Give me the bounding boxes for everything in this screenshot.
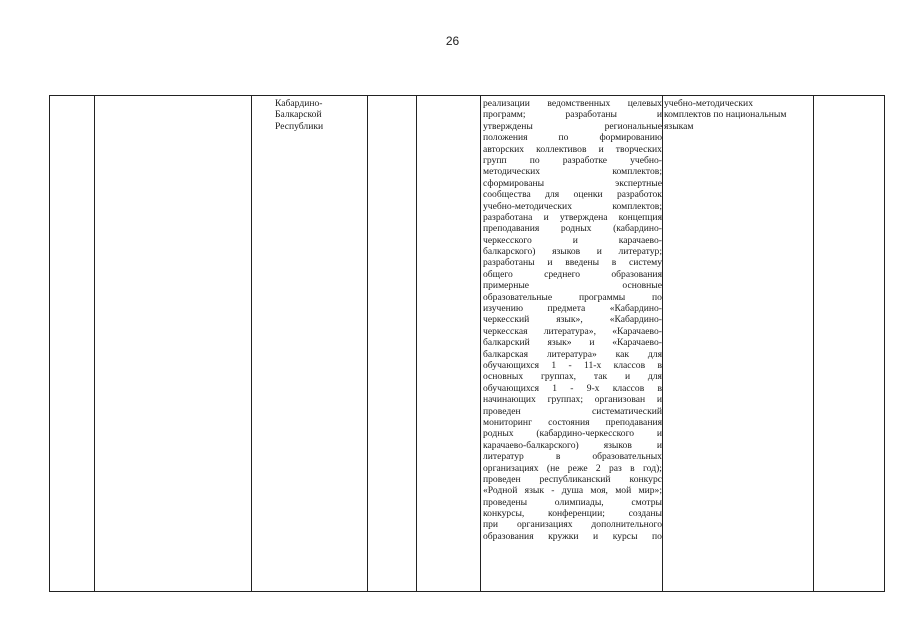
activity-word: разработке	[562, 154, 608, 166]
activity-word: черкесская	[483, 325, 528, 337]
activity-word: по	[652, 291, 662, 303]
activity-word: литература»	[546, 348, 597, 360]
activity-word: 11-х	[584, 359, 602, 371]
document-table	[49, 95, 885, 592]
activity-word: литератур	[483, 451, 524, 463]
activity-word: олимпиады,	[554, 496, 604, 508]
activity-line	[483, 212, 662, 223]
activity-word: образовательные	[483, 291, 553, 303]
activity-word: и	[593, 530, 599, 542]
activity-line	[483, 314, 662, 325]
activity-line	[483, 531, 662, 542]
activity-word: черкесского	[483, 234, 532, 246]
activity-word: концепция	[618, 211, 662, 223]
activity-line	[483, 280, 662, 291]
activity-word: комплектов;	[612, 200, 662, 212]
activity-line	[483, 98, 662, 109]
activity-word: по	[652, 530, 662, 542]
activity-line	[483, 326, 662, 337]
activity-word: состояния	[548, 416, 590, 428]
activity-word: утверждена	[559, 211, 608, 223]
activity-word: для	[545, 189, 560, 201]
activity-word: оценки	[573, 189, 603, 201]
activity-line	[483, 463, 662, 474]
activity-word: 1	[552, 382, 558, 394]
activity-word: разработаны	[483, 257, 535, 269]
activity-word: конкурсы,	[483, 508, 525, 520]
activity-word: по	[529, 154, 540, 166]
activity-word: комплектов;	[612, 166, 662, 178]
activity-word: так	[593, 371, 608, 383]
activity-word: 1	[551, 359, 557, 371]
activity-word: 2	[595, 462, 601, 474]
activity-word: «Кабардино-	[609, 314, 662, 326]
activity-word: в	[657, 382, 662, 394]
activity-word: изучению	[483, 303, 524, 315]
activity-word: группах;	[547, 394, 583, 406]
activity-word: карачаево-балкарского)	[483, 439, 579, 451]
activity-word: мой	[615, 485, 632, 497]
activity-line	[483, 144, 662, 155]
activity-word: примерные	[483, 280, 530, 292]
activity-word: конференции;	[548, 508, 605, 520]
activity-line	[483, 109, 662, 120]
activity-line	[483, 166, 662, 177]
activity-line	[483, 292, 662, 303]
activity-line	[483, 497, 662, 508]
activity-word: методических	[483, 166, 541, 178]
activity-word: языков	[552, 246, 581, 258]
activity-word: начинающих	[483, 394, 536, 406]
activity-word: курсы	[612, 530, 638, 542]
activity-word: -	[551, 485, 555, 497]
activity-word: учебно-методических	[483, 200, 572, 212]
activity-word: учебно-	[630, 154, 662, 166]
activity-word: язык»	[547, 337, 572, 349]
activity-word: организациях	[516, 519, 573, 531]
activity-line	[483, 474, 662, 485]
activity-word: «Карачаево-	[612, 325, 662, 337]
activity-line	[483, 440, 662, 451]
activity-word: программы	[578, 291, 626, 303]
activity-word: разработаны	[565, 109, 617, 121]
activity-word: образования	[611, 268, 662, 280]
activity-word: «Карачаево-	[612, 337, 662, 349]
activity-word: и	[656, 109, 662, 121]
activity-word: классов	[612, 382, 645, 394]
activity-word: литература»,	[543, 325, 596, 337]
result-line: учебно-методических	[664, 98, 753, 109]
activity-word: балкарский	[483, 337, 530, 349]
activity-word: разработок	[616, 189, 662, 201]
activity-line	[483, 485, 662, 496]
activity-word: год);	[642, 462, 662, 474]
activity-line	[483, 406, 662, 417]
activity-word: групп	[483, 154, 507, 166]
activity-word: основных	[483, 371, 524, 383]
activity-word: региональные	[604, 120, 662, 132]
result-line: комплектов по национальным	[664, 109, 787, 121]
activity-word: в	[630, 462, 635, 474]
result-line: языкам	[664, 120, 694, 132]
activity-word: кружки	[548, 530, 579, 542]
column-divider	[480, 95, 481, 592]
activity-word: обучающихся	[483, 382, 540, 394]
activity-word: при	[483, 519, 499, 531]
activity-word: мир»;	[638, 485, 662, 497]
column-divider	[367, 95, 368, 592]
activity-word: ведомственных	[547, 98, 611, 109]
activity-line	[483, 519, 662, 530]
activity-word: предмета	[547, 303, 586, 315]
activity-word: организован	[594, 394, 646, 406]
activity-word: моя,	[590, 485, 608, 497]
activity-line	[483, 155, 662, 166]
activity-word: проведен	[483, 405, 521, 417]
activity-word: -	[570, 382, 574, 394]
region-line: Республики	[275, 120, 324, 132]
activity-word: язык	[524, 485, 544, 497]
activity-word: родных	[560, 223, 592, 235]
activity-word: в	[555, 451, 561, 463]
activity-word: дополнительного	[591, 519, 662, 531]
activity-word: и	[572, 234, 578, 246]
activity-line	[483, 508, 662, 519]
activity-word: и	[624, 371, 631, 383]
activity-line	[483, 337, 662, 348]
activity-word: программ;	[483, 109, 526, 121]
activity-word: раз	[609, 462, 622, 474]
activity-word: языков	[603, 439, 632, 451]
activity-word: проведен	[483, 473, 521, 485]
activity-word: в	[657, 359, 662, 371]
activity-line	[483, 417, 662, 428]
activity-line	[483, 383, 662, 394]
activity-word: основные	[622, 280, 662, 292]
activity-word: балкарского)	[483, 246, 536, 258]
activity-line	[483, 269, 662, 280]
activity-word: обучающихся	[483, 359, 540, 371]
column-divider	[416, 95, 417, 592]
activity-word: (не	[546, 462, 560, 474]
activity-word: классов	[613, 359, 646, 371]
activity-word: общего	[483, 268, 513, 280]
activity-word: и	[656, 428, 662, 440]
activity-word: формированию	[599, 132, 662, 144]
activity-word: утверждены	[483, 120, 533, 132]
activity-word: смотры	[631, 496, 662, 508]
column-divider	[662, 95, 663, 592]
activity-word: систему	[629, 257, 662, 269]
activity-line	[483, 360, 662, 371]
activity-word: экспертные	[615, 177, 662, 189]
activity-line	[483, 132, 662, 143]
activity-word: карачаево-	[618, 234, 662, 246]
activity-line	[483, 246, 662, 257]
activity-word: -	[568, 359, 572, 371]
activity-word: творческих	[615, 143, 662, 155]
activity-word: разработана	[483, 211, 533, 223]
activity-word: организациях	[483, 462, 539, 474]
activity-word: и	[598, 143, 604, 155]
activity-word: (кабардино-черкесского	[536, 428, 635, 440]
activity-word: положения	[483, 132, 528, 144]
activity-word: (кабардино-	[613, 223, 662, 235]
activity-word: в	[611, 257, 617, 269]
activity-line	[483, 189, 662, 200]
activity-word: и	[543, 211, 549, 223]
activity-word: «Кабардино-	[609, 303, 662, 315]
activity-line	[483, 371, 662, 382]
region-line: Кабардино-	[275, 98, 323, 109]
activity-word: созданы	[628, 508, 662, 520]
activity-line	[483, 303, 662, 314]
column-divider	[251, 95, 252, 592]
activity-word: и	[589, 337, 595, 349]
activity-word: введены	[565, 257, 600, 269]
activity-line	[483, 257, 662, 268]
activity-word: реже	[567, 462, 588, 474]
activity-word: литератур;	[618, 246, 662, 258]
activity-word: образования	[483, 530, 534, 542]
activity-line	[483, 223, 662, 234]
activity-word: сообщества	[483, 189, 531, 201]
activity-word: проведены	[483, 496, 528, 508]
activity-word: республиканский	[539, 473, 611, 485]
activity-word: целевых	[627, 98, 662, 109]
activities-cell	[483, 98, 662, 542]
activity-word: балкарская	[483, 348, 529, 360]
activity-line	[483, 235, 662, 246]
activity-word: для	[647, 348, 662, 360]
page-number: 26	[445, 34, 460, 48]
activity-word: и	[596, 246, 602, 258]
activity-word: душа	[561, 485, 584, 497]
activity-word: преподавания	[605, 416, 662, 428]
activity-word: конкурс	[629, 473, 662, 485]
activity-word: мониторинг	[483, 416, 532, 428]
activity-word: и	[656, 439, 662, 451]
activity-word: коллективов	[536, 143, 587, 155]
activity-word: авторских	[483, 143, 525, 155]
activity-word: как	[615, 348, 630, 360]
activity-word: родных	[483, 428, 514, 440]
region-cell	[275, 98, 355, 132]
activity-word: по	[558, 132, 569, 144]
column-divider	[94, 95, 95, 592]
activity-word: образовательных	[592, 451, 662, 463]
activity-line	[483, 428, 662, 439]
activity-line	[483, 394, 662, 405]
activity-word: среднего	[544, 268, 581, 280]
activity-word: черкесский	[483, 314, 530, 326]
activity-word: 9-х	[586, 382, 600, 394]
activity-word: для	[647, 371, 662, 383]
region-line: Балкарской	[275, 109, 322, 121]
activity-word: и	[656, 394, 662, 406]
activity-line	[483, 201, 662, 212]
activity-word: язык»,	[556, 314, 583, 326]
activity-word: группах,	[540, 371, 577, 383]
activity-line	[483, 451, 662, 462]
activity-word: систематический	[592, 405, 662, 417]
column-divider	[813, 95, 814, 592]
activity-word: реализации	[483, 98, 530, 109]
activity-line	[483, 349, 662, 360]
activity-word: сформированы	[483, 177, 545, 189]
result-cell	[664, 98, 812, 132]
activity-line	[483, 121, 662, 132]
activity-word: и	[547, 257, 553, 269]
activity-word: «Родной	[483, 485, 518, 497]
activity-word: преподавания	[483, 223, 540, 235]
activity-line	[483, 178, 662, 189]
